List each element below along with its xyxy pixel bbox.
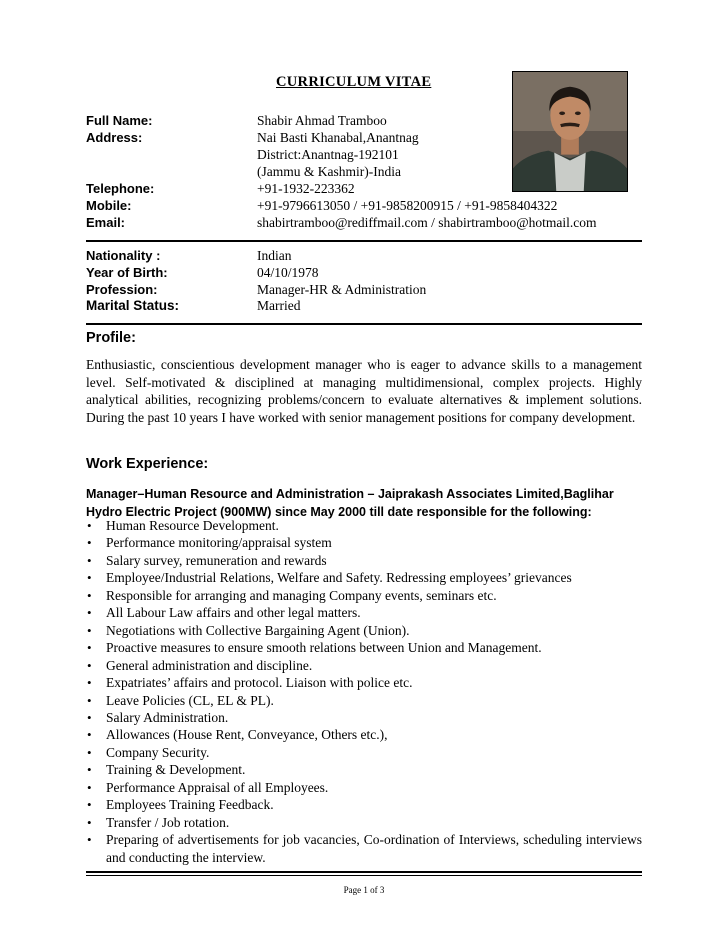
profile-text: Enthusiastic, conscientious development manager who is eager to advance skills to a management level. Self-motivated & disciplined at managing multidimensional, complex projects. Highly analytical abilities, recognizing problems/concern to evaluate alternatives & implement solutions. During the past 10 years I have worked with senior management positions for company development. <box>86 357 642 426</box>
list-item <box>86 779 642 796</box>
list-item-text: Preparing of advertisements for job vacancies, Co-ordination of Interviews, scheduling interviews and conducting the interview. <box>106 832 642 865</box>
bullet-icon: • <box>87 744 92 760</box>
list-item <box>86 569 642 586</box>
profession-label: Profession: <box>86 282 158 297</box>
list-item <box>86 744 642 761</box>
list-item <box>86 622 642 639</box>
list-item <box>86 657 642 674</box>
list-item-text: Employees Training Feedback. <box>106 797 274 813</box>
list-item <box>86 761 642 778</box>
job-title: Manager–Human Resource and Administration – Jaiprakash Associates Limited,Baglihar Hydro Electric Project (900MW) since May 2000 till date responsible for the following: <box>86 487 614 519</box>
bullet-icon: • <box>87 692 92 708</box>
bullet-icon: • <box>87 587 92 603</box>
list-item <box>86 517 642 534</box>
list-item <box>86 692 642 709</box>
mobile-value: +91-9796613050 / +91-9858200915 / +91-9858404322 <box>257 198 558 213</box>
list-item-text: Responsible for arranging and managing Company events, seminars etc. <box>106 587 497 603</box>
section-divider <box>86 240 642 242</box>
list-item-text: Salary Administration. <box>106 709 229 725</box>
year-of-birth-value: 04/10/1978 <box>257 265 319 280</box>
bullet-icon: • <box>87 518 92 533</box>
list-item <box>86 831 642 866</box>
footer-divider-thin <box>86 875 642 876</box>
profession-value: Manager-HR & Administration <box>257 282 427 297</box>
list-item-text: Transfer / Job rotation. <box>106 814 230 830</box>
document-title: CURRICULUM VITAE <box>276 74 432 90</box>
bullet-icon: • <box>87 779 92 795</box>
list-item-text: Company Security. <box>106 744 210 760</box>
page-number: Page 1 of 3 <box>343 885 385 895</box>
bullet-icon: • <box>87 709 92 725</box>
list-item-text: Proactive measures to ensure smooth relations between Union and Management. <box>106 640 542 656</box>
responsibilities-list <box>86 517 642 866</box>
address-line-2: District:Anantnag-192101 <box>257 147 399 162</box>
bullet-icon: • <box>87 814 92 830</box>
bullet-icon: • <box>87 552 92 568</box>
list-item-text: Training & Development. <box>106 762 246 778</box>
list-item-text: All Labour Law affairs and other legal matters. <box>106 605 361 621</box>
full-name-value: Shabir Ahmad Tramboo <box>257 113 387 128</box>
bullet-icon: • <box>87 605 92 621</box>
nationality-value: Indian <box>257 248 292 263</box>
marital-status-label: Marital Status: <box>86 298 180 313</box>
section-divider <box>86 323 642 325</box>
nationality-label: Nationality : <box>86 248 161 263</box>
address-line-3: (Jammu & Kashmir)-India <box>257 164 401 179</box>
list-item <box>86 674 642 691</box>
list-item <box>86 639 642 656</box>
bullet-icon: • <box>87 797 92 813</box>
bullet-icon: • <box>87 570 92 586</box>
bullet-icon: • <box>87 727 92 743</box>
bullet-icon: • <box>87 762 92 778</box>
bullet-icon: • <box>87 640 92 656</box>
bullet-icon: • <box>87 675 92 691</box>
address-line-1: Nai Basti Khanabal,Anantnag <box>257 130 419 145</box>
list-item-text: Leave Policies (CL, EL & PL). <box>106 692 274 708</box>
list-item-text: Performance monitoring/appraisal system <box>106 535 332 551</box>
list-item <box>86 726 642 743</box>
list-item-text: Allowances (House Rent, Conveyance, Others etc.), <box>106 727 388 743</box>
person-portrait-icon <box>513 72 627 191</box>
full-name-label: Full Name: <box>86 113 153 128</box>
bullet-icon: • <box>87 832 92 848</box>
profile-heading: Profile: <box>86 330 136 346</box>
work-experience-heading: Work Experience: <box>86 456 209 472</box>
footer-divider <box>86 871 642 873</box>
year-of-birth-label: Year of Birth: <box>86 265 168 280</box>
email-label: Email: <box>86 215 126 230</box>
list-item <box>86 796 642 813</box>
email-value: shabirtramboo@rediffmail.com / shabirtramboo@hotmail.com <box>257 215 597 230</box>
bullet-icon: • <box>87 622 92 638</box>
bullet-icon: • <box>87 657 92 673</box>
address-label: Address: <box>86 130 143 145</box>
list-item-text: Salary survey, remuneration and rewards <box>106 552 327 568</box>
list-item <box>86 814 642 831</box>
telephone-value: +91-1932-223362 <box>257 181 355 196</box>
list-item-text: Negotiations with Collective Bargaining Agent (Union). <box>106 622 410 638</box>
list-item-text: Employee/Industrial Relations, Welfare and Safety. Redressing employees’ grievances <box>106 570 572 586</box>
list-item-text: Human Resource Development. <box>106 518 279 533</box>
list-item-text: General administration and discipline. <box>106 657 313 673</box>
bullet-icon: • <box>87 535 92 551</box>
profile-photo <box>512 71 628 192</box>
list-item <box>86 587 642 604</box>
list-item <box>86 709 642 726</box>
list-item <box>86 534 642 551</box>
mobile-label: Mobile: <box>86 198 132 213</box>
list-item <box>86 604 642 621</box>
list-item-text: Expatriates’ affairs and protocol. Liaison with police etc. <box>106 675 413 691</box>
telephone-label: Telephone: <box>86 181 155 196</box>
list-item <box>86 552 642 569</box>
marital-status-value: Married <box>257 298 301 313</box>
list-item-text: Performance Appraisal of all Employees. <box>106 779 329 795</box>
